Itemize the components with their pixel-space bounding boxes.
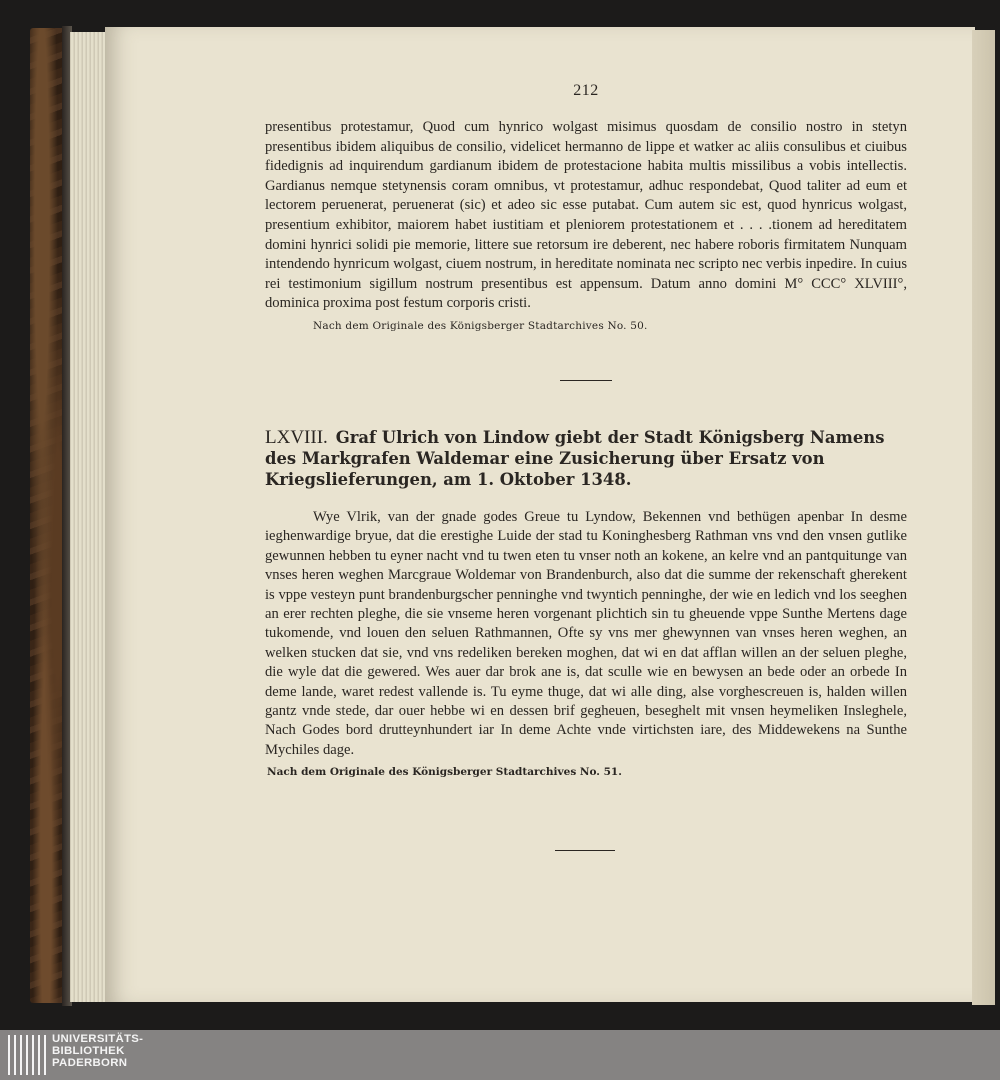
scan-background-edge — [995, 0, 1000, 1030]
section-divider — [560, 380, 612, 381]
library-name — [52, 1033, 143, 1070]
document-title: Graf Ulrich von Lindow giebt der Stadt Königsberg Namens des Markgrafen Waldemar eine Zusicherung über Ersatz von Kriegslieferungen, am 1. Oktober 1348. — [265, 427, 885, 489]
source-note-50: Nach dem Originale des Königsberger Stadtarchives No. 50. — [313, 319, 648, 332]
document-heading — [265, 427, 907, 490]
page-content — [265, 82, 907, 851]
page-number: 212 — [573, 82, 599, 99]
latin-document-text: presentibus protestamur, Quod cum hynrico wolgast misimus quosdam de consilio nostro in stetyn presentibus ibidem aliquibus de consilio, videlicet hermanno de lippe et watker ac aliis consulibus et ciuibus fidedignis ad inquirendum gardianum ibidem de protestacione habita multis missilibus a vobis intellectis. Gardianus nemque stetynensis coram omnibus, vt protestamur, adhuc respondebat, Quod taliter ad eum et lectorem peruenerat, peruenerat (sic) et adeo sic esse putabat. Cum autem sic est, quod hynricus wolgast, presentium exhibitor, maiorem habet iustitiam et pleniorem protestationem et . . . .tionem ad hereditatem domini hynrici solidi pie memorie, littere sue retorsum ire deberent, nec habere roboris firmitatem Nunquam intendendo hynricum wolgast, ciuem nostrum, in hereditate nominata nec scripto nec verbis inpedire. In cuius rei testimonium sigillum nostrum presentibus est appensum. Datum anno domini M° CCC° XLVIII°, dominica proxima post festum corporis cristi. — [265, 119, 907, 312]
section-divider-bottom — [555, 850, 615, 851]
library-name-line2: BIBLIOTHEK — [52, 1045, 125, 1058]
library-name-line1: UNIVERSITÄTS- — [52, 1033, 144, 1045]
low-german-document-text: Wye Vlrik, van der gnade godes Greue tu Lyndow, Bekennen vnd bethügen apenbar In desme ieghenwardige bryue, dat die erestighe Luide der stad tu Koninghesberg Rathman vns vnd den vnsen gutlike gewunnen hebben tu eyner nacht vnd tu twen eten tu vnser noth an kokene, an kelre vnd an pantquitunge van vnses heren weghen Marcgraue Woldemar von Brandenburch, also dat die summe der rekenschaft gherekent is vppe vesteyn punt brandenburgscher penninghe vnd twyntich penninghe, der wie en ledich vnd los seeghen an erer rechten pleghe, die sie vnseme heren vorgenant plichtich sin tu gheuende vppe Sunthe Mertens dage tukomende, vnd louen den seluen Rathmannen, Ofte sy vns mer ghewynnen van vnses heren weghen, an welken stucken dat sie, vnd vns redeliken bereken moghen, dat wi en dat afflan willen an der seluen pleghe, die wyle dat die gewered. Wes auer dar brok ane is, dat sculle wie en bewysen an bede oder an orbede In deme lande, waret redest vallende is. Tu eyme thuge, dat wi alle ding, alse vorghescreuen is, halden willen gantz vnde stede, dar ouer hebbe wi en dessen brif gegheuen, beseghelt mit vnsen heymeliken Insleghele, Nach Godes bord drutteynhundert iar In deme Achte vnde virtichsten iare, des Middewekens na Sunthe Mychiles dage. — [265, 508, 907, 758]
library-logo-icon — [8, 1035, 52, 1075]
document-number: LXVIII. — [265, 426, 328, 448]
library-footer-bar — [0, 1030, 1000, 1080]
library-name-line3: PADERBORN — [52, 1057, 128, 1070]
source-note-51: Nach dem Originale des Königsberger Stadtarchives No. 51. — [267, 766, 622, 779]
